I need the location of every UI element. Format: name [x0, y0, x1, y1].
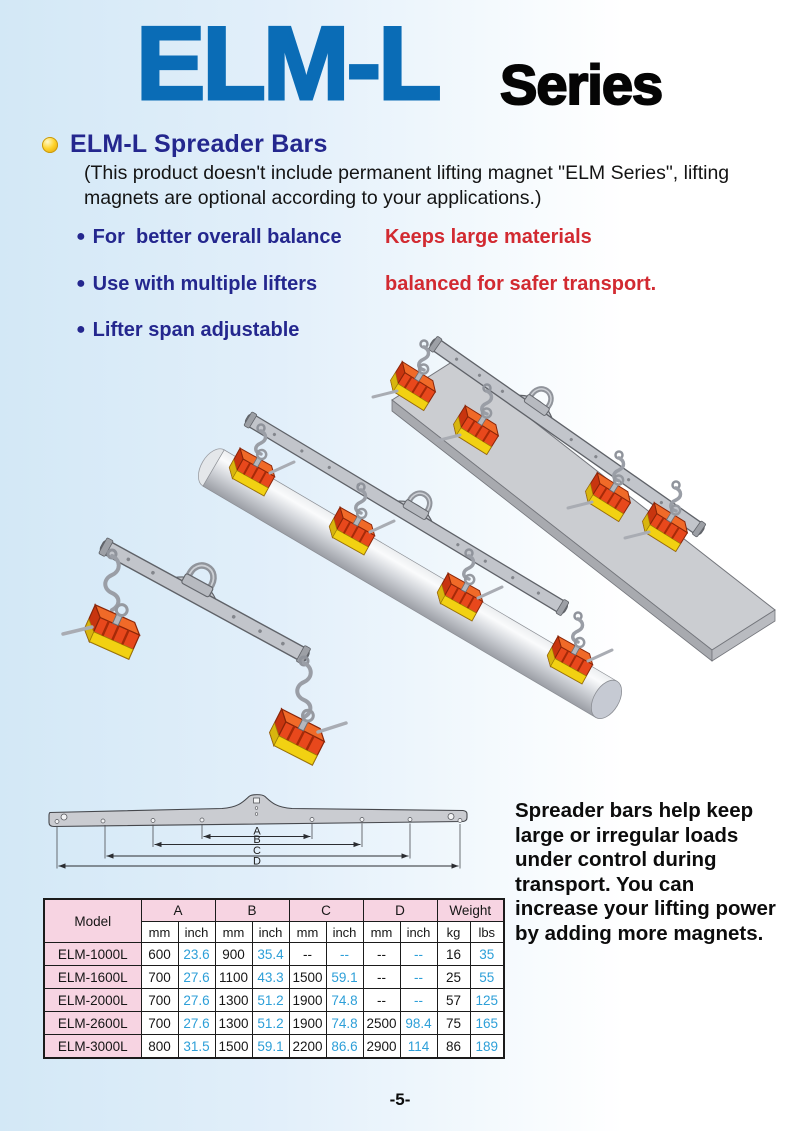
- value-cell: 27.6: [178, 966, 215, 989]
- value-cell: 23.6: [178, 943, 215, 966]
- col-header-c: C: [289, 899, 363, 922]
- description-line: under control during: [515, 848, 717, 872]
- bullet-icon: ●: [76, 321, 86, 338]
- value-cell: 51.2: [252, 1012, 289, 1035]
- value-cell: 27.6: [178, 1012, 215, 1035]
- section-bullet-icon: [42, 137, 58, 153]
- table-row: [44, 966, 504, 989]
- value-cell: 1900: [289, 1012, 326, 1035]
- col-header-weight: Weight: [437, 899, 504, 922]
- description-line: increase your lifting power: [515, 897, 776, 921]
- value-cell: 2200: [289, 1035, 326, 1059]
- value-cell: 35.4: [252, 943, 289, 966]
- value-cell: 57: [437, 989, 470, 1012]
- value-cell: 125: [470, 989, 504, 1012]
- value-cell: 51.2: [252, 989, 289, 1012]
- description-text: [515, 799, 800, 947]
- col-header-a: A: [141, 899, 215, 922]
- dim-label-b: B: [253, 834, 261, 846]
- sub-header: mm: [215, 922, 252, 943]
- two-magnet-assembly: [63, 518, 346, 765]
- value-cell: 600: [141, 943, 178, 966]
- value-cell: 75: [437, 1012, 470, 1035]
- description-line: by adding more magnets.: [515, 921, 764, 945]
- value-cell: --: [363, 943, 400, 966]
- value-cell: 700: [141, 966, 178, 989]
- page-title: ELM-L: [136, 6, 439, 122]
- sub-header: mm: [363, 922, 400, 943]
- subtext-line: magnets are optional according to your applications.): [84, 187, 542, 209]
- value-cell: 2900: [363, 1035, 400, 1059]
- value-cell: --: [363, 989, 400, 1012]
- table-row: [44, 1012, 504, 1035]
- highlight-text: Keeps large materials: [385, 226, 592, 248]
- sub-header: mm: [289, 922, 326, 943]
- value-cell: 1300: [215, 989, 252, 1012]
- page-title-suffix: Series: [500, 53, 663, 116]
- value-cell: --: [326, 943, 363, 966]
- description-line: transport. You can: [515, 872, 695, 896]
- spreader-bar-outline: [49, 795, 467, 827]
- table-row: [44, 1035, 504, 1059]
- col-header-b: B: [215, 899, 289, 922]
- value-cell: 86.6: [326, 1035, 363, 1059]
- spec-table: [43, 898, 505, 1059]
- value-cell: 700: [141, 1012, 178, 1035]
- subtext-line: (This product doesn't include permanent lifting magnet "ELM Series", lifting: [84, 162, 730, 184]
- value-cell: 1100: [215, 966, 252, 989]
- value-cell: 74.8: [326, 989, 363, 1012]
- value-cell: --: [400, 989, 437, 1012]
- value-cell: 1900: [289, 989, 326, 1012]
- model-cell: ELM-3000L: [44, 1035, 141, 1059]
- feature-label: Lifter span adjustable: [92, 319, 300, 341]
- value-cell: --: [363, 966, 400, 989]
- table-row: [44, 989, 504, 1012]
- section-heading: ELM-L Spreader Bars: [70, 130, 328, 158]
- value-cell: 2500: [363, 1012, 400, 1035]
- value-cell: 35: [470, 943, 504, 966]
- dim-label-c: C: [253, 845, 261, 857]
- value-cell: 55: [470, 966, 504, 989]
- dim-label-a: A: [253, 825, 261, 838]
- value-cell: 74.8: [326, 1012, 363, 1035]
- highlight-text: balanced for safer transport.: [385, 273, 657, 295]
- sub-header: mm: [141, 922, 178, 943]
- feature-label: For better overall balance: [92, 226, 342, 248]
- value-cell: --: [400, 966, 437, 989]
- value-cell: 189: [470, 1035, 504, 1059]
- sub-header: inch: [326, 922, 363, 943]
- value-cell: 700: [141, 989, 178, 1012]
- value-cell: 31.5: [178, 1035, 215, 1059]
- value-cell: 1300: [215, 1012, 252, 1035]
- value-cell: 25: [437, 966, 470, 989]
- value-cell: 59.1: [326, 966, 363, 989]
- dim-label-d: D: [253, 855, 261, 868]
- sub-header: inch: [400, 922, 437, 943]
- value-cell: 27.6: [178, 989, 215, 1012]
- dimension-diagram: [30, 782, 510, 890]
- value-cell: 800: [141, 1035, 178, 1059]
- sub-header: inch: [178, 922, 215, 943]
- value-cell: 43.3: [252, 966, 289, 989]
- section-subtext: [84, 161, 744, 211]
- model-cell: ELM-2600L: [44, 1012, 141, 1035]
- model-cell: ELM-1000L: [44, 943, 141, 966]
- bullet-icon: ●: [76, 275, 86, 292]
- table-row: [44, 943, 504, 966]
- feature-label: Use with multiple lifters: [92, 273, 318, 295]
- page-number: -5-: [389, 1090, 411, 1109]
- sub-header: kg: [437, 922, 470, 943]
- spec-table-body: [44, 943, 504, 1059]
- bullet-icon: ●: [76, 228, 86, 245]
- value-cell: 1500: [215, 1035, 252, 1059]
- sub-header: inch: [252, 922, 289, 943]
- value-cell: 900: [215, 943, 252, 966]
- feature-item: [76, 273, 317, 296]
- value-cell: 98.4: [400, 1012, 437, 1035]
- description-line: Spreader bars help keep: [515, 799, 754, 822]
- sub-header: lbs: [470, 922, 504, 943]
- model-cell: ELM-1600L: [44, 966, 141, 989]
- value-cell: 165: [470, 1012, 504, 1035]
- model-cell: ELM-2000L: [44, 989, 141, 1012]
- value-cell: --: [289, 943, 326, 966]
- feature-item: [76, 226, 342, 249]
- product-illustration: [0, 330, 800, 790]
- value-cell: 59.1: [252, 1035, 289, 1059]
- value-cell: 114: [400, 1035, 437, 1059]
- value-cell: 16: [437, 943, 470, 966]
- value-cell: 86: [437, 1035, 470, 1059]
- value-cell: 1500: [289, 966, 326, 989]
- col-header-model: Model: [44, 899, 141, 943]
- description-line: large or irregular loads: [515, 823, 739, 847]
- col-header-d: D: [363, 899, 437, 922]
- value-cell: --: [400, 943, 437, 966]
